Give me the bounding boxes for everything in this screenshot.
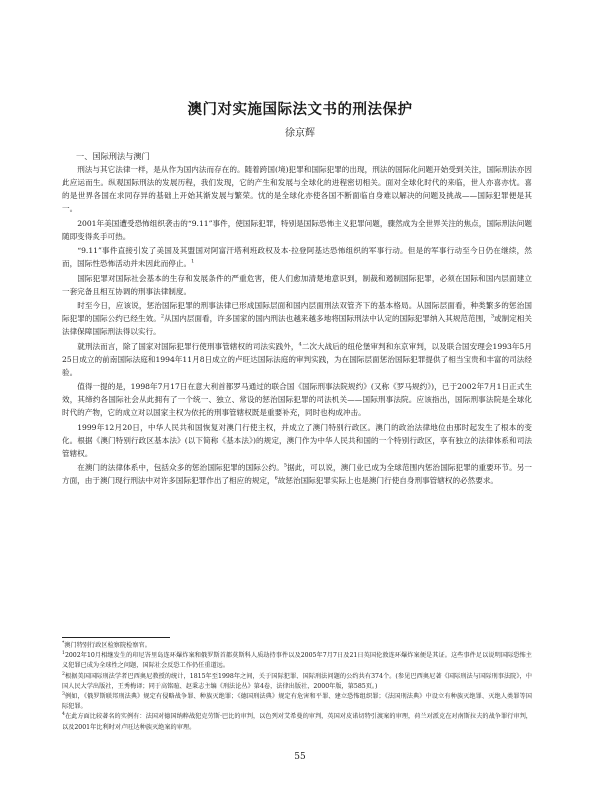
footnote-marker: 1	[62, 651, 65, 657]
paragraph-text: 时至今日，应该说，惩治国际犯罪的刑事法律已形成国际层面和国内层面刑法双管齐下的基本格局。从国际层面看，种类繁多的惩治国际犯罪的国际公约已经生效。	[62, 301, 532, 323]
footnote-text: 2002年10月相继发生的印尼峇里岛连环爆炸案和俄罗斯首都莫斯科人质劫持事件以及2005年7月7日及21日英国伦敦连环爆炸案便是其证。这些事件足以说明国际恐怖主义犯罪已成为全球性之问题，国际社会反恐工作仍任重道远。	[62, 652, 532, 670]
footnote-text: 根据美国国际刑法学者巴西奥尼教授的统计，1815年至1998年之间，关于国际犯罪、国际刑法问题的公约共有374个。(参见巴西奥尼著《国际刑法与国际刑事法院》，中国人民大学出版社，王秀梅译；同于高铭暄、赵秉志主编《刑法论丛》第4卷，法律出版社，2000年版，第585页。)	[62, 672, 532, 690]
footnote	[62, 651, 532, 671]
paragraph-text: 从国内层面看，许多国家的国内刑法也越来越多地将国际刑法中认定的国际犯罪纳入其规范范围，	[164, 314, 491, 323]
footnote-list	[62, 641, 532, 733]
section-heading: 一、国际刑法与澳门	[76, 151, 150, 161]
footnote	[62, 641, 532, 651]
footnote	[62, 672, 532, 692]
footnote-divider	[62, 637, 170, 638]
footnote-ref: 6	[274, 475, 278, 482]
paragraph	[62, 244, 532, 270]
footnote-ref: 4	[298, 340, 302, 347]
paragraph-text: 就刑法而言，除了国家对国际犯罪行使刑事管辖权的司法实践外，	[77, 341, 299, 351]
paragraph-text: “9.11”事件直接引发了美国及其盟国对阿富汗塔利班政权及本·拉登阿基达恐怖组织的军事行动。但是的军事行动至今日仍在继续，然而，国际性恐怖活动并未因此而停止。	[62, 246, 532, 268]
paragraph-text: 在澳门的法律体系中，包括众多的惩治国际犯罪的国际公约。	[77, 463, 284, 472]
paragraph	[62, 340, 532, 379]
footnote	[62, 712, 532, 732]
paragraph-text: 2001年美国遭受恐怖组织袭击的“9.11”事件，使国际犯罪，特别是国际恐怖主义犯罪问题，骤然成为全世界关注的焦点，国际刑法问题随即变得炙手可热。	[62, 218, 532, 241]
paragraph	[62, 461, 532, 487]
paragraph	[62, 380, 532, 419]
article-body	[62, 150, 532, 489]
paragraph-text: 据此，可以说，澳门业已成为全球范围内惩治国际犯罪的重要环节。另一方面，由于澳门现行刑法中对许多国际犯罪作出了相应的规定，	[62, 463, 533, 485]
footnote-ref: 3	[490, 313, 495, 320]
paragraph-text: 国际犯罪对国际社会基本的生存和发展条件的严重危害，使人们愈加清楚地意识到，制裁和遏制国际犯罪，必须在国际和国内层面建立一套完备且相互协调的刑事法律制度。	[62, 273, 532, 296]
paragraph	[62, 272, 532, 298]
footnote-ref: 5	[283, 462, 288, 469]
footnote-marker: 2	[62, 671, 65, 677]
paragraph-text: 值得一提的是，1998年7月17日在意大利首都罗马通过的联合国《国际刑事法院规约》(又称《罗马规约》)，已于2002年7月1日正式生效，其缔约各国际社会从此拥有了一个统一、独立、常设的惩治国际犯罪的司法机关——国际刑事法院。应该指出，国际刑事法院是全球化时代的产物，它的成立对以国家主权为依托的刑事管辖权既是重要补充，同时也构成冲击。	[62, 382, 532, 417]
author-name: 徐京辉	[285, 128, 315, 139]
footnote-ref: 2	[160, 313, 164, 320]
page-title: 澳门对实施国际法文书的刑法保护	[187, 101, 413, 118]
paragraph-text: 二次大战后的纽伦堡审判和东京审判，以及联合国安理会1993年5月25日成立的前南国际法庭和1994年11月8日成立的卢旺达国际法庭的审判实践，为在国际层面惩治国际犯罪提供了相当宝贵和丰富的司法经验。	[62, 341, 532, 377]
page-number: 55	[294, 752, 306, 762]
paragraph-list	[62, 163, 532, 487]
footnote-marker: 3	[62, 691, 65, 697]
footnote-ref: 1	[191, 258, 195, 265]
paragraph-text: 或制定相关法律保障国际刑法得以实行。	[62, 314, 533, 336]
paragraph	[62, 217, 532, 243]
footnote-text: 澳门特别行政区检察院检察官。	[64, 642, 151, 649]
paragraph-text: 刑法与其它法律一样，是从作为国内法而存在的。随着跨国(境)犯罪和国际犯罪的出现，刑法的国际化问题开始受到关注，国际刑法亦因此应运而生。纵观国际刑法的发展历程，我们发现，它的产生和发展与全球化的进程密切相关。面对全球化时代的来临，世人亦喜亦忧。喜的是世界各国在求同存异的基础上开始其渐发展与繁荣。忧的是全球化亦使各国不断面临自身难以解决的问题及挑战——国际犯罪便是其一。	[62, 165, 532, 213]
footnote	[62, 692, 532, 712]
paragraph	[62, 163, 532, 215]
paragraph	[62, 421, 532, 460]
footnote-text: 在此方面比较著名的实例有：法国对德国纳粹战犯克劳斯·巴比的审判，以色列对艾希曼的审判，英国对皮诺切特引渡案的审理，荷兰对派克在对南斯拉夫的战争罪行审判，以及2001年比利时对卢旺达种族灭绝案的审理。	[62, 713, 532, 731]
footnote-marker: *	[62, 640, 65, 646]
footnote-marker: 4	[62, 712, 65, 718]
paragraph-text: 1999年12月20日，中华人民共和国恢复对澳门行使主权，并成立了澳门特别行政区。澳门的政治法律地位由那时起发生了根本的变化。根据《澳门特别行政区基本法》(以下简称《基本法》)的规定，澳门作为中华人民共和国的一个特别行政区，享有独立的法律体系和司法管辖权。	[62, 422, 532, 458]
footnote-text: 例如，《俄罗斯联邦刑法典》规定有侵略战争罪、种族灭绝罪；《德国刑法典》规定有危害和平罪、建立恐怖组织罪；《法国刑法典》中设立有种族灭绝罪、灭绝人类罪等国际犯罪。	[62, 693, 532, 711]
paragraph-text: 故惩治国际犯罪实际上也是澳门行使自身刑事管辖权的必然要求。	[277, 476, 499, 485]
paragraph	[62, 299, 532, 338]
